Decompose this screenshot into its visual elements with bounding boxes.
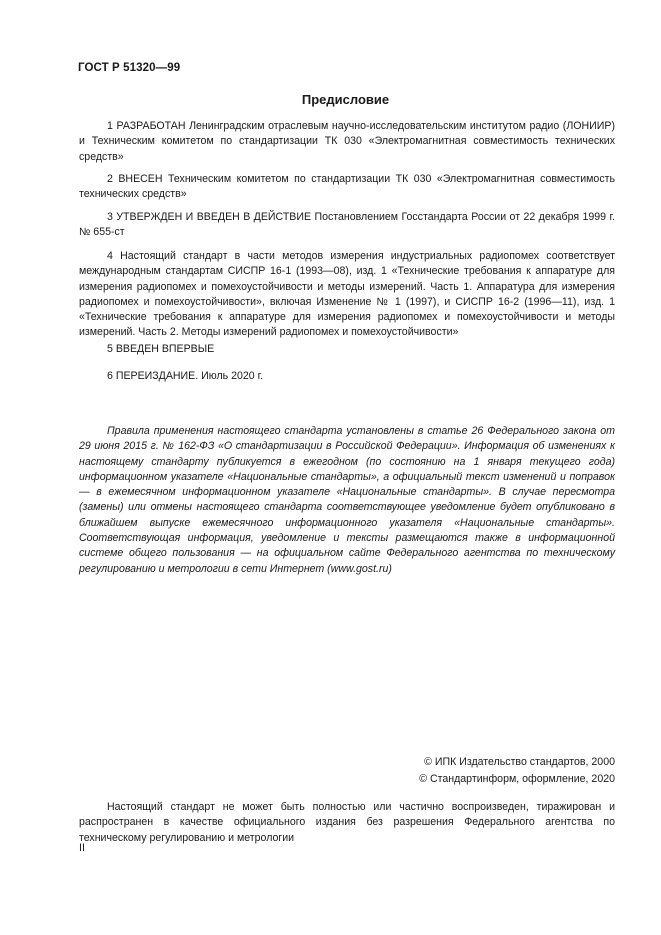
reproduction-notice: Настоящий стандарт не может быть полностью или частично воспроизведен, тиражирован и распространен в качестве официального издания без разрешения Федерального агентства по техническому регулированию и метрологии [79,801,615,844]
copyright-design: © Стандартинформ, оформление, 2020 [419,773,615,785]
item-reissue: 6 ПЕРЕИЗДАНИЕ. Июль 2020 г. [107,370,264,382]
copyright-publisher: © ИПК Издательство стандартов, 2000 [424,756,615,768]
standard-code: ГОСТ Р 51320—99 [78,62,181,74]
item-approved: 3 УТВЕРЖДЕН И ВВЕДЕН В ДЕЙСТВИЕ Постановлением Госстандарта России от 22 декабря 1999 г. № 655-ст [79,211,615,239]
page-title: Предисловие [301,92,390,107]
page-number: II [79,842,85,854]
application-rules-notice: Правила применения настоящего стандарта установлены в статье 26 Федерального закона от 29 июня 2015 г. № 162-ФЗ «О стандартизации в Российской Федерации». Информация об изменениях к настоящему стандарту публикуется в ежегодном (по состоянию на 1 января текущего года) информационном указателе «Национальные стандарты», а официальный текст изменений и поправок — в ежемесячном информационном указателе «Национальные стандарты». В случае пересмотра (замены) или отмены настоящего стандарта соответствующее уведомление будет опубликовано в ближайшем выпуске ежемесячного информационного указателя «Национальные стандарты». Соответствующая информация, уведомление и тексты размещаются также в информационной системе общего пользования — на официальном сайте Федерального агентства по техническому регулированию и метрологии в сети Интернет (www.gost.ru) [79,425,615,575]
item-first-introduced: 5 ВВЕДЕН ВПЕРВЫЕ [107,343,215,355]
item-introduced: 2 ВНЕСЕН Техническим комитетом по стандартизации ТК 030 «Электромагнитная совместимость технических средств» [79,173,615,201]
item-developed: 1 РАЗРАБОТАН Ленинградским отраслевым научно-исследовательским институтом радио (ЛОНИИР) и Техническим комитетом по стандартизации ТК 030 «Электромагнитная совместимость технических средств» [79,120,615,163]
item-conformance: 4 Настоящий стандарт в части методов измерения индустриальных радиопомех соответствует международным стандартам СИСПР 16-1 (1993—08), изд. 1 «Технические требования к аппаратуре для измерения радиопомех и помехоустойчивости и методы измерений. Часть 1. Аппаратура для измерения радиопомех и помехоустойчивости», включая Изменение № 1 (1997), и СИСПР 16-2 (1996—11), изд. 1 «Технические требования к аппаратуре для измерения радиопомех и помехоустойчивости и методы измерений. Часть 2. Методы измерений радиопомех и помехоустойчивости» [79,250,615,339]
